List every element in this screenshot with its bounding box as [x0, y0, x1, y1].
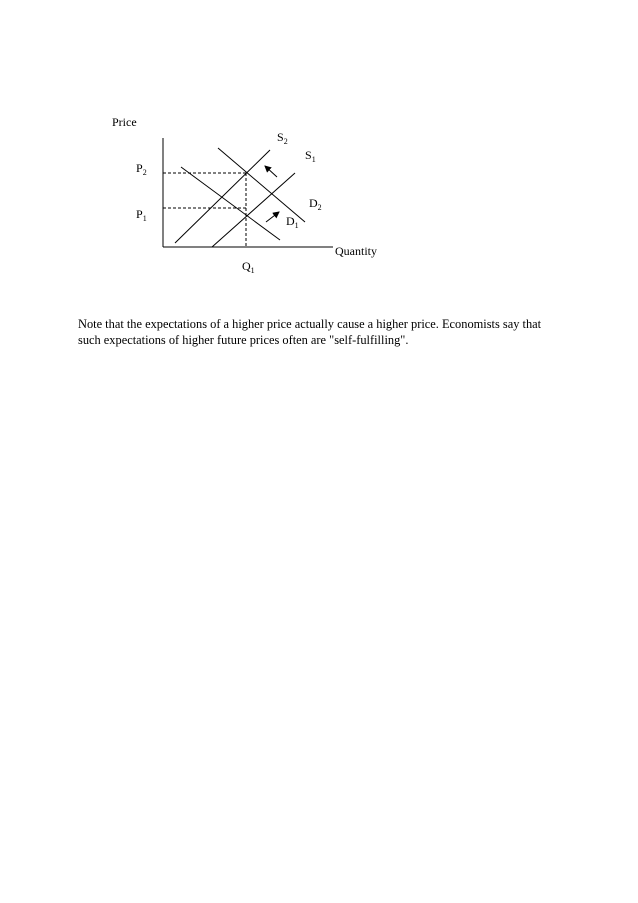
body-paragraph	[78, 316, 578, 348]
supply-demand-diagram	[0, 0, 638, 300]
demand-curve-d2	[218, 148, 305, 222]
curve-label-d2: D2	[309, 196, 322, 212]
demand-curve-d1	[181, 167, 280, 240]
price-label-p2: P2	[136, 161, 147, 177]
curve-label-s2: S2	[277, 130, 288, 146]
quantity-label-q1: Q1	[242, 259, 255, 275]
paragraph-line: such expectations of higher future prices often are "self-fulfilling".	[78, 333, 409, 347]
x-axis-label: Quantity	[335, 244, 377, 258]
curve-label-s1: S1	[305, 148, 316, 164]
supply-shift-arrow	[265, 166, 277, 177]
curve-label-d1: D1	[286, 214, 299, 230]
supply-curve-s1	[212, 173, 295, 247]
paragraph-line: Note that the expectations of a higher price actually cause a higher price. Economists say that	[78, 317, 542, 331]
supply-curve-s2	[175, 150, 270, 243]
price-label-p1: P1	[136, 207, 147, 223]
demand-shift-arrow	[266, 212, 279, 222]
y-axis-label: Price	[112, 115, 137, 129]
